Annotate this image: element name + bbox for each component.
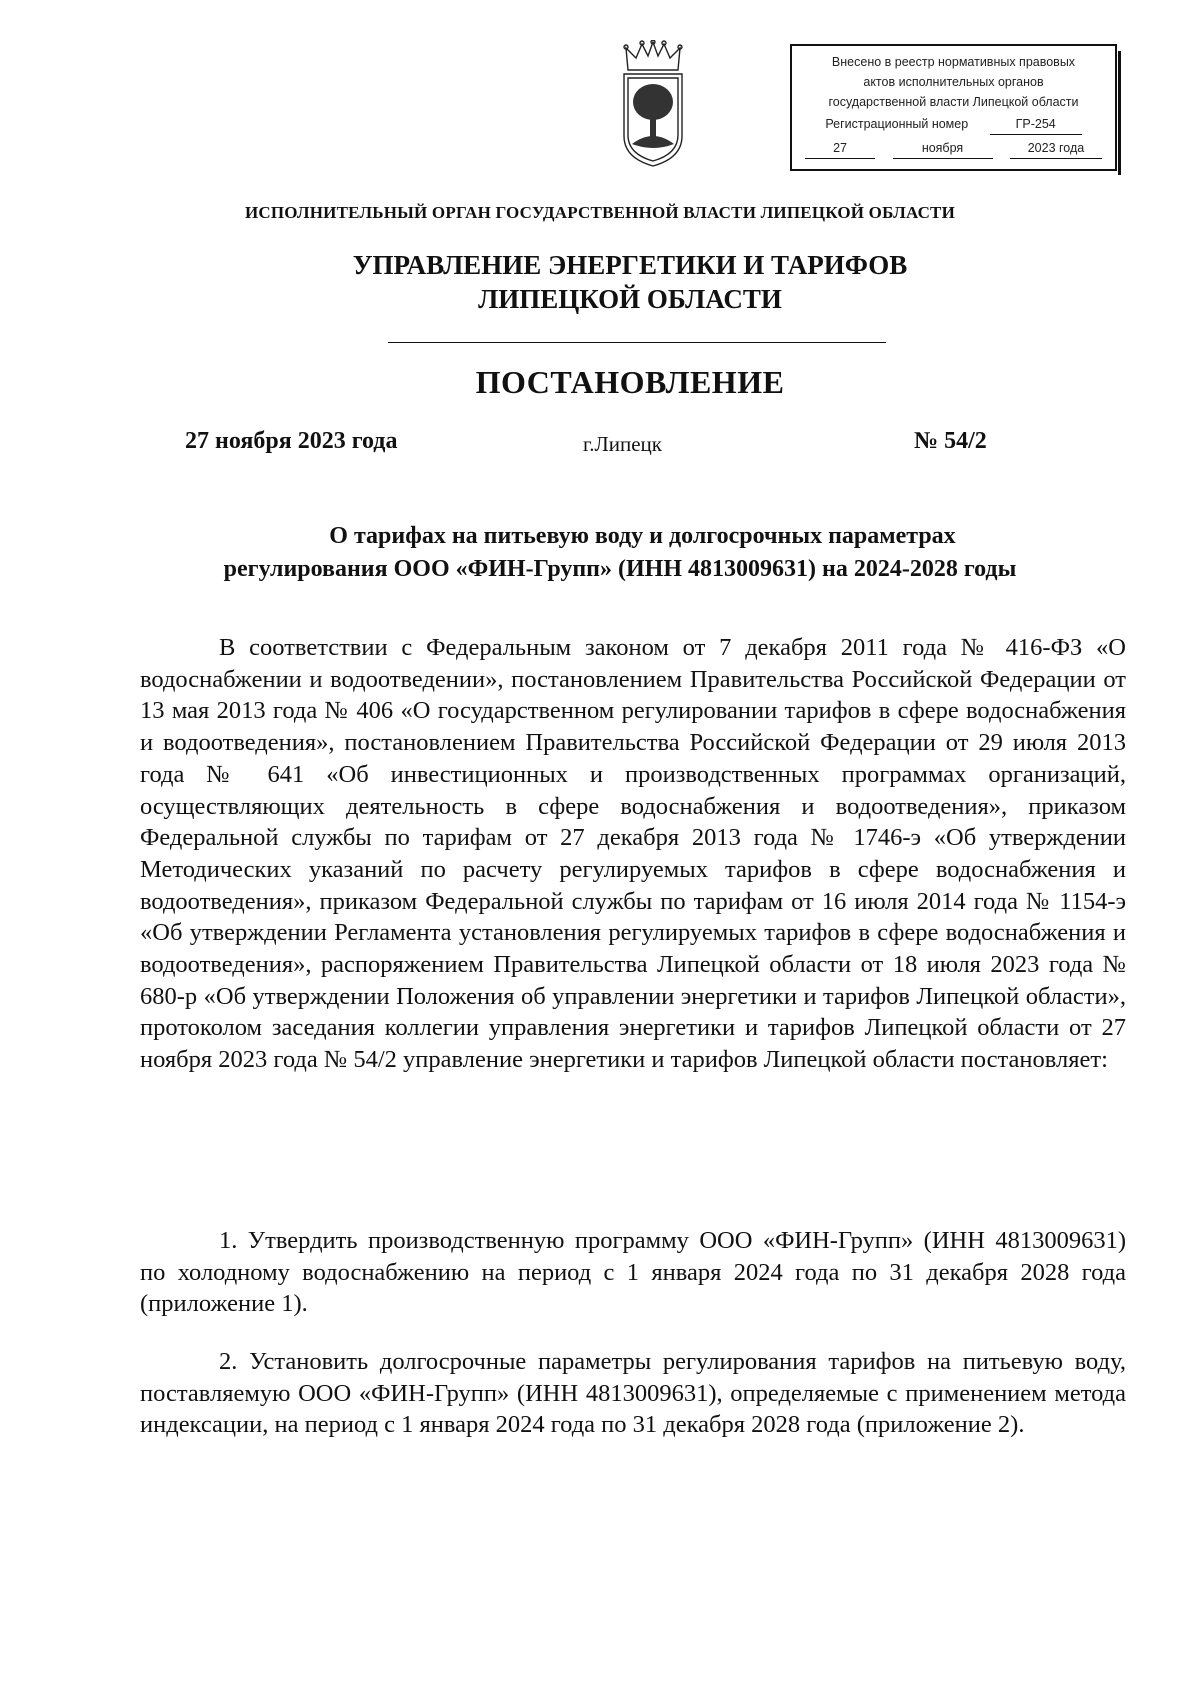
document-date: 27 ноября 2023 года [185, 428, 398, 454]
organization-name: ИСПОЛНИТЕЛЬНЫЙ ОРГАН ГОСУДАРСТВЕННОЙ ВЛАСТИ ЛИПЕЦКОЙ ОБЛАСТИ [244, 203, 956, 222]
stamp-day: 27 [805, 138, 875, 159]
stamp-month: ноября [893, 138, 993, 159]
stamp-line-3: государственной власти Липецкой области [828, 95, 1079, 109]
resolution-item-1: 1. Утвердить производственную программу ООО «ФИН-Групп» (ИНН 4813009631) по холодному водоснабжению на период с 1 января 2024 года по 31 декабря 2028 года (приложение 1). [140, 1227, 1126, 1318]
resolution-item-2: 2. Установить долгосрочные параметры регулирования тарифов на питьевую воду, поставляемую ООО «ФИН-Групп» (ИНН 4813009631), определяемые с применением метода индексации, на период с 1 января 2024 года по 31 декабря 2028 года (приложение 2). [140, 1348, 1126, 1439]
stamp-line-1: Внесено в реестр нормативных правовых [831, 55, 1076, 69]
coat-of-arms-icon [618, 40, 688, 170]
document-subject [140, 520, 1100, 586]
subject-line-2: регулирования ООО «ФИН-Групп» (ИНН 4813009631) на 2024-2028 годы [223, 556, 1017, 582]
document-type-title: ПОСТАНОВЛЕНИЕ [475, 364, 785, 400]
stamp-reg-label: Регистрационный номер [825, 117, 969, 131]
preamble-paragraph: В соответствии с Федеральным законом от 7 декабря 2011 года № 416-ФЗ «О водоснабжении и водоотведении», постановлением Правительства Российской Федерации от 13 мая 2013 года № 406 «О государственном регулировании тарифов в сфере водоснабжения и водоотведения», постановлением Правительства Российской Федерации от 29 июля 2013 года № 641 «Об инвестиционных и производственных программах организаций, осуществляющих деятельность в сфере водоснабжения и водоотведения», приказом Федеральной службы по тарифам от 27 декабря 2013 года № 1746-э «Об утверждении Методических указаний по расчету регулируемых тарифов в сфере водоснабжения и водоотведения», приказом Федеральной службы по тарифам от 16 июля 2014 года № 1154-э «Об утверждении Регламента установления регулируемых тарифов в сфере водоснабжения и водоотведения», распоряжением Правительства Липецкой области от 18 июля 2023 года № 680-р «Об утверждении Положения об управлении энергетики и тарифов Липецкой области», протоколом заседания коллегии управления энергетики и тарифов Липецкой области от 27 ноября 2023 года № 54/2 управление энергетики и тарифов Липецкой области постановляет: [140, 634, 1126, 1074]
document-number: № 54/2 [914, 428, 987, 454]
registry-stamp [790, 44, 1117, 171]
department-name [0, 248, 1200, 316]
header-divider [388, 342, 886, 343]
document-city: г.Липецк [583, 432, 662, 456]
stamp-line-2: актов исполнительных органов [863, 75, 1044, 89]
department-line-2: ЛИПЕЦКОЙ ОБЛАСТИ [478, 284, 782, 314]
department-line-1: УПРАВЛЕНИЕ ЭНЕРГЕТИКИ И ТАРИФОВ [352, 250, 908, 280]
stamp-year: 2023 года [1010, 138, 1102, 159]
stamp-reg-number: ГР-254 [990, 114, 1082, 135]
subject-line-1: О тарифах на питьевую воду и долгосрочных параметрах [329, 523, 956, 549]
